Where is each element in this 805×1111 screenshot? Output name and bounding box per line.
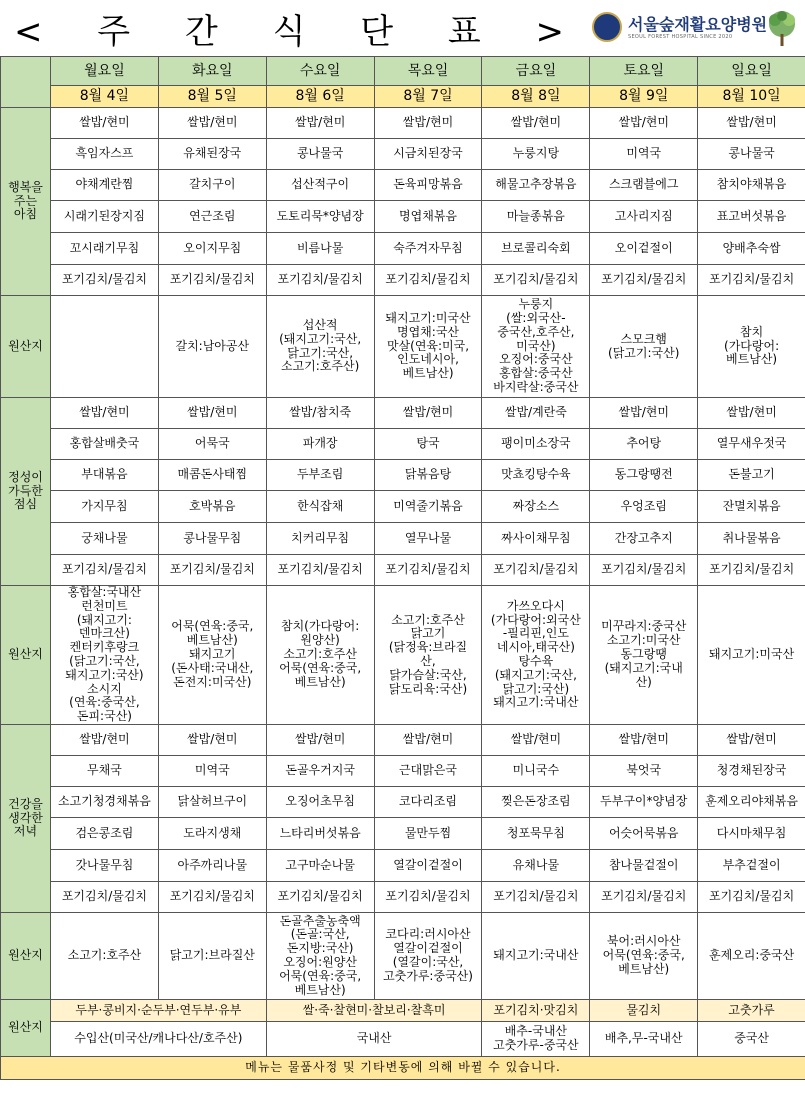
menu-item: 고사리지짐 (590, 201, 698, 233)
menu-item: 쌀밥/현미 (374, 398, 482, 429)
menu-item: 팽이미소장국 (482, 429, 590, 460)
menu-item: 포기김치/물김치 (158, 881, 266, 912)
menu-item: 추어탕 (590, 429, 698, 460)
origin-cell: 북어:러시아산 어묵(연육:중국, 베트남산) (590, 912, 698, 999)
menu-item: 쌀밥/현미 (266, 724, 374, 755)
ingredient-group: 쌀·죽·찰현미·찰보리·찰흑미 (266, 999, 482, 1021)
menu-item: 포기김치/물김치 (482, 555, 590, 586)
menu-item: 아주까리나물 (158, 849, 266, 881)
menu-item: 참치야채볶음 (698, 170, 805, 201)
menu-item: 미역국 (158, 755, 266, 786)
origin-cell: 어묵(연육:중국, 베트남산) 돼지고기 (돈사태:국내산, 돈전지:미국산) (158, 586, 266, 725)
menu-item: 도라지생채 (158, 817, 266, 849)
menu-item: 연근조림 (158, 201, 266, 233)
origin-cell: 훈제오리:중국산 (698, 912, 805, 999)
day-label: 화요일 (158, 57, 266, 86)
menu-item: 포기김치/물김치 (698, 555, 805, 586)
menu-item: 미역줄기볶음 (374, 491, 482, 523)
menu-item: 양배추숙쌈 (698, 233, 805, 265)
menu-item: 한식잡채 (266, 491, 374, 523)
breakfast-label: 행복을 주는 아침 (1, 108, 51, 296)
breakfast-menu-row (1, 265, 805, 296)
menu-item: 표고버섯볶음 (698, 201, 805, 233)
menu-item: 짜사이채무침 (482, 523, 590, 555)
dinner-menu-row (1, 849, 805, 881)
menu-item: 포기김치/물김치 (482, 265, 590, 296)
menu-item: 야채계란찜 (51, 170, 159, 201)
menu-item: 흑임자스프 (51, 139, 159, 170)
menu-item: 쌀밥/참치죽 (266, 398, 374, 429)
menu-item: 꼬시래기무침 (51, 233, 159, 265)
menu-item: 도토리묵*양념장 (266, 201, 374, 233)
menu-item: 쌀밥/계란죽 (482, 398, 590, 429)
lunch-menu-row (1, 460, 805, 491)
lunch-label: 정성이 가득한 점심 (1, 398, 51, 586)
menu-item: 열무나물 (374, 523, 482, 555)
date-label: 8월 9일 (590, 86, 698, 108)
breakfast-menu-row (1, 170, 805, 201)
menu-item: 유채된장국 (158, 139, 266, 170)
menu-item: 쌀밥/현미 (698, 108, 805, 139)
origin-cell: 갈치:남아공산 (158, 296, 266, 398)
breakfast-menu-row (1, 139, 805, 170)
menu-item: 청경채된장국 (698, 755, 805, 786)
breakfast-menu-row (1, 201, 805, 233)
origin-cell: 닭고기:브라질산 (158, 912, 266, 999)
origin-cell: 섭산적 (돼지고기:국산, 닭고기:국산, 소고기:호주산) (266, 296, 374, 398)
menu-item: 포기김치/물김치 (482, 881, 590, 912)
menu-item: 마늘종볶음 (482, 201, 590, 233)
menu-item: 잔멸치볶음 (698, 491, 805, 523)
breakfast-origin-row (1, 296, 805, 398)
menu-item: 콩나물국 (266, 139, 374, 170)
menu-item: 쌀밥/현미 (590, 398, 698, 429)
menu-item: 소고기청경채볶음 (51, 786, 159, 817)
menu-item: 포기김치/물김치 (51, 265, 159, 296)
menu-item: 쌀밥/현미 (374, 108, 482, 139)
date-label: 8월 5일 (158, 86, 266, 108)
menu-item: 가지무침 (51, 491, 159, 523)
menu-item: 어묵국 (158, 429, 266, 460)
menu-item: 어슷어묵볶음 (590, 817, 698, 849)
menu-item: 포기김치/물김치 (51, 881, 159, 912)
day-header-row (1, 57, 805, 86)
lunch-origin-row (1, 586, 805, 725)
date-label: 8월 10일 (698, 86, 805, 108)
day-label: 일요일 (698, 57, 805, 86)
ingredient-group: 물김치 (590, 999, 698, 1021)
menu-item: 포기김치/물김치 (374, 555, 482, 586)
menu-item: 열갈이겉절이 (374, 849, 482, 881)
menu-item: 무채국 (51, 755, 159, 786)
menu-item: 포기김치/물김치 (374, 265, 482, 296)
footer-row (1, 1056, 805, 1079)
menu-item: 갓나물무침 (51, 849, 159, 881)
footer-notice: 메뉴는 물품사정 및 기타변동에 의해 바뀔 수 있습니다. (1, 1056, 805, 1079)
menu-item: 탕국 (374, 429, 482, 460)
menu-item: 비름나물 (266, 233, 374, 265)
date-label: 8월 6일 (266, 86, 374, 108)
menu-item: 해물고추장볶음 (482, 170, 590, 201)
menu-item: 미니국수 (482, 755, 590, 786)
menu-item: 호박볶음 (158, 491, 266, 523)
menu-item: 돈불고기 (698, 460, 805, 491)
menu-item: 포기김치/물김치 (266, 881, 374, 912)
date-header-row (1, 86, 805, 108)
origin-cell: 코다리:러시아산 열갈이겉절이 (열갈이:국산, 고춧가루:중국산) (374, 912, 482, 999)
menu-item: 코다리조림 (374, 786, 482, 817)
menu-item: 브로콜리숙회 (482, 233, 590, 265)
lunch-menu-row (1, 398, 805, 429)
menu-item: 두부조림 (266, 460, 374, 491)
menu-item: 쌀밥/현미 (158, 108, 266, 139)
ingredient-origin: 국내산 (266, 1021, 482, 1056)
menu-item: 쌀밥/현미 (158, 724, 266, 755)
date-label: 8월 7일 (374, 86, 482, 108)
common-origin-header-row (1, 999, 805, 1021)
origin-cell: 소고기:호주산 (51, 912, 159, 999)
menu-item: 명엽채볶음 (374, 201, 482, 233)
menu-item: 닭살허브구이 (158, 786, 266, 817)
menu-item: 시금치된장국 (374, 139, 482, 170)
corner-cell (1, 57, 51, 108)
menu-item: 고구마순나물 (266, 849, 374, 881)
menu-item: 근대맑은국 (374, 755, 482, 786)
menu-item: 열무새우젓국 (698, 429, 805, 460)
menu-item: 시래기된장지짐 (51, 201, 159, 233)
menu-item: 돈골우거지국 (266, 755, 374, 786)
dinner-label: 건강을 생각한 저녁 (1, 724, 51, 912)
menu-item: 쌀밥/현미 (51, 398, 159, 429)
date-label: 8월 4일 (51, 86, 159, 108)
menu-item: 쌀밥/현미 (698, 398, 805, 429)
menu-item: 쌀밥/현미 (590, 724, 698, 755)
origin-cell: 참치(가다랑어: 원양산) 소고기:호주산 어묵(연육:중국, 베트남산) (266, 586, 374, 725)
dinner-origin-label: 원산지 (1, 912, 51, 999)
menu-item: 포기김치/물김치 (158, 555, 266, 586)
day-label: 목요일 (374, 57, 482, 86)
ingredient-group: 두부·콩비지·순두부·연두부·유부 (51, 999, 267, 1021)
origin-cell: 돈골추출농축액 (돈골:국산, 돈지방:국산) 오징어:원양산 어묵(연육:중국, 베트남산) (266, 912, 374, 999)
origin-cell: 돼지고기:국내산 (482, 912, 590, 999)
dinner-menu-row (1, 724, 805, 755)
common-origin-value-row (1, 1021, 805, 1056)
menu-item: 포기김치/물김치 (266, 265, 374, 296)
origin-cell: 스모크햄 (닭고기:국산) (590, 296, 698, 398)
date-label: 8월 8일 (482, 86, 590, 108)
dinner-menu-row (1, 881, 805, 912)
menu-item: 청포묵무침 (482, 817, 590, 849)
breakfast-menu-row (1, 233, 805, 265)
menu-item: 포기김치/물김치 (266, 555, 374, 586)
menu-item: 미역국 (590, 139, 698, 170)
menu-item: 취나물볶음 (698, 523, 805, 555)
menu-item: 쌀밥/현미 (590, 108, 698, 139)
dinner-menu-row (1, 786, 805, 817)
menu-item: 두부구이*양념장 (590, 786, 698, 817)
emblem-icon (592, 12, 622, 42)
dinner-menu-row (1, 817, 805, 849)
day-label: 수요일 (266, 57, 374, 86)
menu-item: 쌀밥/현미 (51, 108, 159, 139)
lunch-menu-row (1, 429, 805, 460)
menu-item: 북엇국 (590, 755, 698, 786)
day-label: 금요일 (482, 57, 590, 86)
menu-item: 쌀밥/현미 (698, 724, 805, 755)
menu-item: 치커리무침 (266, 523, 374, 555)
origin-cell: 홍합살:국내산 런천미트 (돼지고기: 덴마크산) 켄터키후랑크 (닭고기:국산, 돼지고기:국산) 소시지 (연육:중국산, 돈피:국산) (51, 586, 159, 725)
menu-item: 우엉조림 (590, 491, 698, 523)
menu-item: 포기김치/물김치 (590, 265, 698, 296)
ingredient-origin: 배추-국내산 고춧가루-중국산 (482, 1021, 590, 1056)
lunch-menu-row (1, 491, 805, 523)
weekly-menu-table (0, 56, 805, 1080)
origin-cell: 누룽지 (쌀:외국산- 중국산,호주산, 미국산) 오징어:중국산 홍합살:중국산 바지락살:중국산 (482, 296, 590, 398)
menu-item: 포기김치/물김치 (374, 881, 482, 912)
ingredient-origin: 수입산(미국산/캐나다산/호주산) (51, 1021, 267, 1056)
menu-item: 닭볶음탕 (374, 460, 482, 491)
menu-item: 쌀밥/현미 (482, 108, 590, 139)
menu-item: 참나물겉절이 (590, 849, 698, 881)
menu-item: 누룽지탕 (482, 139, 590, 170)
origin-cell: 소고기:호주산 닭고기 (닭정육:브라질 산, 닭가슴살:국산, 닭도리육:국산) (374, 586, 482, 725)
menu-item: 동그랑땡전 (590, 460, 698, 491)
menu-item: 콩나물국 (698, 139, 805, 170)
menu-item: 쌀밥/현미 (266, 108, 374, 139)
dinner-origin-row (1, 912, 805, 999)
menu-item: 섭산적구이 (266, 170, 374, 201)
menu-item: 쌀밥/현미 (482, 724, 590, 755)
menu-item: 맛쵸킹탕수육 (482, 460, 590, 491)
hospital-name: 서울숲재활요양병원 (628, 15, 768, 34)
menu-item: 물만두찜 (374, 817, 482, 849)
menu-item: 쌀밥/현미 (374, 724, 482, 755)
origin-cell: 돼지고기:미국산 명엽채:국산 맛살(연육:미국, 인도네시아, 베트남산) (374, 296, 482, 398)
lunch-origin-label: 원산지 (1, 586, 51, 725)
menu-item: 궁채나물 (51, 523, 159, 555)
menu-item: 검은콩조림 (51, 817, 159, 849)
lunch-menu-row (1, 555, 805, 586)
origin-cell: 참치 (가다랑어: 베트남산) (698, 296, 805, 398)
menu-item: 쌀밥/현미 (51, 724, 159, 755)
day-label: 월요일 (51, 57, 159, 86)
menu-item: 숙주겨자무침 (374, 233, 482, 265)
breakfast-menu-row (1, 108, 805, 139)
menu-item: 쌀밥/현미 (158, 398, 266, 429)
menu-item: 포기김치/물김치 (158, 265, 266, 296)
menu-item: 훈제오리야채볶음 (698, 786, 805, 817)
menu-item: 짜장소스 (482, 491, 590, 523)
menu-item: 느타리버섯볶음 (266, 817, 374, 849)
ingredient-origin: 중국산 (698, 1021, 805, 1056)
menu-item: 매콤돈사태찜 (158, 460, 266, 491)
page-title: < 주 간 식 단 표 > (13, 12, 587, 52)
menu-item: 유채나물 (482, 849, 590, 881)
menu-item: 포기김치/물김치 (590, 555, 698, 586)
day-label: 토요일 (590, 57, 698, 86)
menu-item: 부대볶음 (51, 460, 159, 491)
menu-item: 오이겉절이 (590, 233, 698, 265)
menu-item: 포기김치/물김치 (698, 881, 805, 912)
menu-item: 파개장 (266, 429, 374, 460)
origin-cell: 돼지고기:미국산 (698, 586, 805, 725)
page-header (0, 0, 805, 56)
menu-item: 스크램블에그 (590, 170, 698, 201)
menu-item: 찢은돈장조림 (482, 786, 590, 817)
lunch-menu-row (1, 523, 805, 555)
menu-item: 포기김치/물김치 (51, 555, 159, 586)
menu-item: 오이지무침 (158, 233, 266, 265)
dinner-menu-row (1, 755, 805, 786)
menu-item: 홍합살배춧국 (51, 429, 159, 460)
origin-cell: 가쓰오다시 (가다랑어:외국산 -필리핀,인도 네시아,태국산) 탕수육 (돼지고기:국산, 닭고기:국산) 돼지고기:국내산 (482, 586, 590, 725)
menu-item: 돈육피망볶음 (374, 170, 482, 201)
hospital-logo (592, 10, 802, 50)
menu-item: 포기김치/물김치 (590, 881, 698, 912)
menu-item: 오징어초무침 (266, 786, 374, 817)
menu-item: 콩나물무침 (158, 523, 266, 555)
menu-item: 간장고추지 (590, 523, 698, 555)
origin-cell: 미꾸라지:중국산 소고기:미국산 동그랑땡 (돼지고기:국내 산) (590, 586, 698, 725)
menu-item: 갈치구이 (158, 170, 266, 201)
breakfast-origin-label: 원산지 (1, 296, 51, 398)
menu-item: 포기김치/물김치 (698, 265, 805, 296)
hospital-subtitle: SEOUL FOREST HOSPITAL SINCE 2020 (628, 34, 733, 40)
ingredient-origin: 배추,무-국내산 (590, 1021, 698, 1056)
menu-item: 다시마채무침 (698, 817, 805, 849)
origin-cell (51, 296, 159, 398)
menu-item: 부추겉절이 (698, 849, 805, 881)
ingredient-group: 포기김치·맛김치 (482, 999, 590, 1021)
common-origin-label: 원산지 (1, 999, 51, 1056)
tree-icon (764, 8, 800, 48)
ingredient-group: 고춧가루 (698, 999, 805, 1021)
